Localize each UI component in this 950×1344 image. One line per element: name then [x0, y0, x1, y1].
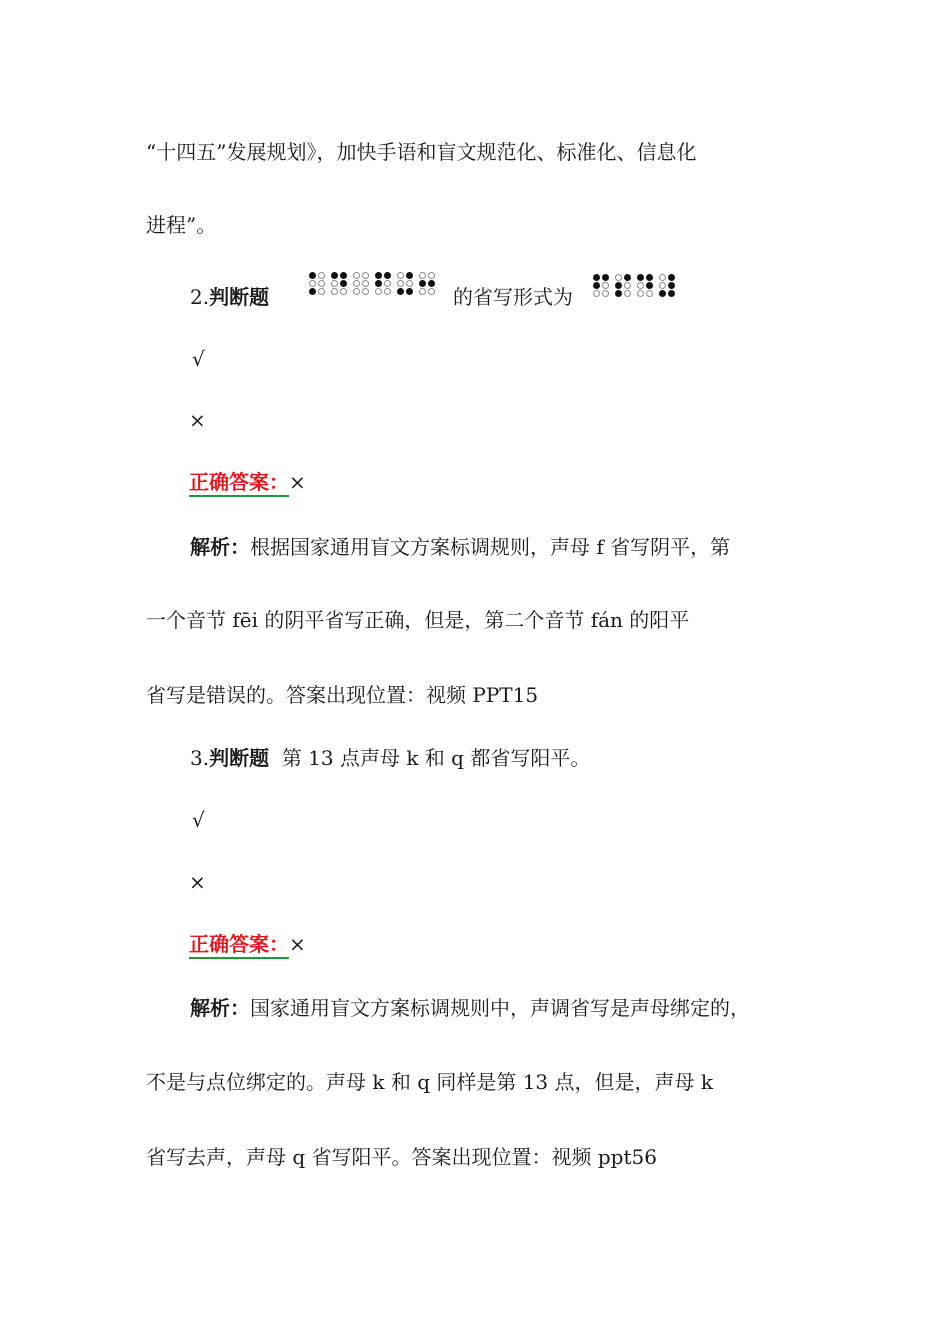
braille-dot: [375, 272, 382, 279]
braille-dot: [659, 282, 666, 289]
analysis-text: 国家通用盲文方案标调规则中，声调省写是声母绑定的，: [250, 996, 750, 1020]
correct-answer: [189, 932, 306, 956]
question-number: 2.: [190, 285, 210, 309]
braille-dot: [615, 282, 622, 289]
braille-cell: [397, 272, 413, 295]
correct-answer: [189, 470, 306, 494]
braille-dot: [384, 280, 391, 287]
braille-cell: [353, 272, 369, 295]
question-3-text: 第 13 点声母 k 和 q 都省写阳平。: [281, 746, 591, 770]
braille-dot: [397, 288, 404, 295]
question-2-text: 的省写形式为: [453, 285, 573, 309]
correct-answer-value: ×: [289, 932, 306, 956]
braille-dot: [340, 288, 347, 295]
braille-dot: [668, 282, 675, 289]
braille-dot: [646, 290, 653, 297]
braille-dot: [406, 288, 413, 295]
analysis-line: 省写去声，声母 q 省写阳平。答案出现位置：视频 ppt56: [146, 1145, 657, 1169]
braille-dot: [602, 274, 609, 281]
analysis-line: 一个音节 fēi 的阴平省写正确，但是，第二个音节 fán 的阳平: [146, 608, 690, 632]
analysis-line: [190, 535, 730, 559]
paragraph-line: 进程”。: [146, 213, 217, 237]
question-type: 判断题: [209, 285, 270, 309]
paragraph-line: “十四五”发展规划》，加快手语和盲文规范化、标准化、信息化: [146, 140, 697, 164]
braille-dot: [353, 272, 360, 279]
braille-dot: [419, 272, 426, 279]
braille-dot: [362, 288, 369, 295]
braille-dot: [637, 290, 644, 297]
braille-cell: [593, 274, 609, 297]
analysis-label: 解析：: [190, 996, 250, 1020]
analysis-line: 不是与点位绑定的。声母 k 和 q 同样是第 13 点，但是，声母 k: [146, 1070, 713, 1094]
braille-dot: [624, 274, 631, 281]
braille-cell: [331, 272, 347, 295]
braille-cell: [419, 272, 435, 295]
braille-dot: [384, 272, 391, 279]
braille-dot: [668, 290, 675, 297]
braille-cell: [659, 274, 675, 297]
braille-dot: [340, 280, 347, 287]
option-false[interactable]: ×: [189, 870, 206, 894]
analysis-line: [190, 996, 750, 1020]
braille-dot: [637, 274, 644, 281]
braille-dot: [419, 288, 426, 295]
question-type: 判断题: [209, 746, 270, 770]
braille-dot: [419, 280, 426, 287]
option-true[interactable]: √: [192, 808, 205, 832]
braille-cell: [637, 274, 653, 297]
analysis-line: 省写是错误的。答案出现位置：视频 PPT15: [146, 683, 539, 707]
braille-dot: [406, 280, 413, 287]
braille-dot: [309, 280, 316, 287]
braille-cell: [375, 272, 391, 295]
braille-dot: [646, 274, 653, 281]
option-true[interactable]: √: [192, 347, 205, 371]
braille-dot: [428, 272, 435, 279]
braille-cell: [309, 272, 325, 295]
braille-dot: [384, 288, 391, 295]
braille-cell: [615, 274, 631, 297]
braille-dot: [331, 288, 338, 295]
question-3-header: [190, 746, 590, 770]
analysis-label: 解析：: [190, 535, 250, 559]
braille-dot: [331, 272, 338, 279]
braille-dot: [593, 282, 600, 289]
braille-dot: [340, 272, 347, 279]
braille-dot: [318, 288, 325, 295]
braille-dot: [615, 274, 622, 281]
braille-dot: [309, 272, 316, 279]
question-2-header: [190, 285, 269, 309]
braille-dot: [428, 280, 435, 287]
braille-dot: [362, 272, 369, 279]
braille-dot: [668, 274, 675, 281]
braille-dot: [375, 280, 382, 287]
braille-dot: [593, 290, 600, 297]
braille-dot: [397, 272, 404, 279]
braille-dot: [593, 274, 600, 281]
braille-dot: [659, 290, 666, 297]
braille-dot: [428, 288, 435, 295]
braille-dot: [318, 272, 325, 279]
braille-dot: [615, 290, 622, 297]
braille-dot: [362, 280, 369, 287]
braille-dot: [624, 290, 631, 297]
braille-dot: [659, 274, 666, 281]
braille-full-form: [309, 272, 435, 295]
braille-dot: [602, 290, 609, 297]
analysis-text: 根据国家通用盲文方案标调规则，声母 f 省写阴平，第: [250, 535, 731, 559]
question-number: 3.: [190, 746, 210, 770]
braille-dot: [353, 288, 360, 295]
braille-dot: [318, 280, 325, 287]
braille-dot: [309, 288, 316, 295]
option-false[interactable]: ×: [189, 408, 206, 432]
braille-dot: [602, 282, 609, 289]
correct-answer-label: 正确答案：: [189, 470, 289, 497]
braille-dot: [375, 288, 382, 295]
braille-dot: [646, 282, 653, 289]
braille-dot: [624, 282, 631, 289]
braille-dot: [353, 280, 360, 287]
braille-dot: [397, 280, 404, 287]
braille-dot: [406, 272, 413, 279]
braille-dot: [637, 282, 644, 289]
braille-dot: [331, 280, 338, 287]
correct-answer-value: ×: [289, 470, 306, 494]
braille-abbreviated-form: [593, 274, 675, 297]
correct-answer-label: 正确答案：: [189, 932, 289, 959]
